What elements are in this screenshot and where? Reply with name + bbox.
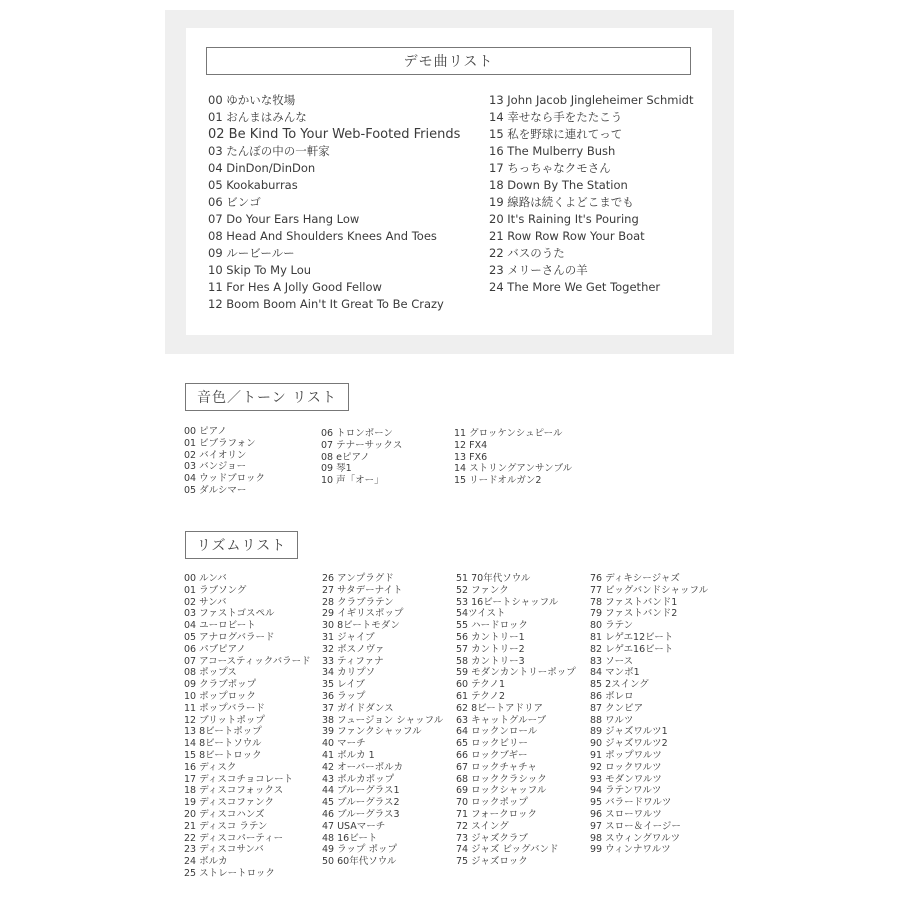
list-item: 92 ロックワルツ bbox=[590, 761, 662, 773]
list-item: 30 8ビートモダン bbox=[322, 620, 400, 632]
list-item: 19 線路は続くよどこまでも bbox=[489, 195, 634, 209]
list-item: 04 DinDon/DinDon bbox=[208, 161, 316, 175]
list-item: 42 オーバーボルカ bbox=[322, 761, 404, 773]
list-item: 13 8ビートポップ bbox=[184, 726, 262, 738]
list-item: 11 For Hes A Jolly Good Fellow bbox=[208, 280, 382, 294]
list-item: 59 モダンカントリーポップ bbox=[456, 667, 576, 679]
demo-card bbox=[186, 28, 712, 335]
list-item: 12 ブリットポップ bbox=[184, 714, 265, 726]
list-item: 34 カリプソ bbox=[322, 667, 376, 679]
demo-panel bbox=[165, 10, 734, 354]
list-item: 88 ワルツ bbox=[590, 714, 634, 726]
list-item: 15 私を野球に連れてって bbox=[489, 127, 623, 141]
list-item: 02 バイオリン bbox=[184, 449, 247, 461]
list-item: 90 ジャズワルツ2 bbox=[590, 738, 668, 750]
list-item: 95 バラードワルツ bbox=[590, 797, 672, 809]
list-item: 13 FX6 bbox=[454, 451, 488, 463]
list-item: 32 ボスノヴァ bbox=[322, 643, 385, 655]
list-item: 12 FX4 bbox=[454, 439, 488, 451]
list-item: 02 Be Kind To Your Web-Footed Friends bbox=[208, 127, 461, 142]
tone-list-title: 音色／トーン リスト bbox=[185, 383, 349, 411]
list-item: 23 メリーさんの羊 bbox=[489, 263, 588, 277]
list-item: 51 70年代ソウル bbox=[456, 573, 531, 584]
list-item: 93 モダンワルツ bbox=[590, 773, 662, 785]
list-item: 11 ポップバラード bbox=[184, 702, 265, 714]
list-item: 77 ビッグバンドシャッフル bbox=[590, 584, 709, 596]
list-item: 96 スローワルツ bbox=[590, 808, 662, 820]
list-item: 17 ディスコチョコレート bbox=[184, 773, 294, 785]
rhythm-list-col-1 bbox=[184, 573, 311, 880]
list-item: 76 ディキシージャズ bbox=[590, 573, 680, 584]
list-item: 18 ディスコフォックス bbox=[184, 785, 284, 797]
list-item: 04 ウッドブロック bbox=[184, 473, 265, 485]
list-item: 60 テクノ1 bbox=[456, 679, 506, 691]
list-item: 27 サタデーナイト bbox=[322, 584, 403, 596]
list-item: 79 ファストバンド2 bbox=[590, 608, 678, 620]
list-item: 78 ファストバンド1 bbox=[590, 596, 678, 608]
list-item: 29 イギリスポップ bbox=[322, 608, 404, 620]
list-item: 36 ラップ bbox=[322, 690, 366, 702]
list-item: 45 ブルーグラス2 bbox=[322, 797, 400, 809]
demo-list-right bbox=[489, 92, 693, 296]
list-item: 74 ジャズ ビッグバンド bbox=[456, 844, 559, 856]
list-item: 25 ストレートロック bbox=[184, 867, 275, 879]
rhythm-list-title: リズムリスト bbox=[185, 531, 298, 559]
list-item: 47 USAマーチ bbox=[322, 820, 386, 832]
list-item: 08 ポップス bbox=[184, 667, 237, 679]
list-item: 39 ファンクシャッフル bbox=[322, 726, 422, 738]
list-item: 07 アコースティックバラード bbox=[184, 655, 311, 667]
list-item: 85 2スイング bbox=[590, 679, 649, 691]
list-item: 26 アンプラグド bbox=[322, 573, 394, 584]
list-item: 08 Head And Shoulders Knees And Toes bbox=[208, 229, 437, 243]
list-item: 52 ファンク bbox=[456, 584, 509, 596]
list-item: 21 Row Row Row Your Boat bbox=[489, 229, 645, 243]
list-item: 83 ソース bbox=[590, 655, 634, 667]
list-item: 86 ボレロ bbox=[590, 690, 634, 702]
list-item: 44 ブルーグラス1 bbox=[322, 785, 400, 797]
list-item: 07 Do Your Ears Hang Low bbox=[208, 212, 360, 226]
list-item: 70 ロックポップ bbox=[456, 797, 528, 809]
tone-list-col-2 bbox=[321, 428, 402, 487]
list-item: 04 ユーロビート bbox=[184, 620, 256, 632]
tone-list-col-3 bbox=[454, 428, 572, 487]
list-item: 10 ポップロック bbox=[184, 690, 256, 702]
list-item: 91 ポップワルツ bbox=[590, 749, 662, 761]
list-item: 89 ジャズワルツ1 bbox=[590, 726, 668, 738]
list-item: 14 ストリングアンサンブル bbox=[454, 463, 573, 475]
list-item: 01 ビブラフォン bbox=[184, 437, 256, 449]
list-item: 66 ロックブギー bbox=[456, 749, 528, 761]
tone-list-col-1 bbox=[184, 426, 265, 497]
list-item: 17 ちっちゃなクモさん bbox=[489, 161, 611, 175]
list-item: 20 It's Raining It's Pouring bbox=[489, 212, 639, 226]
list-item: 18 Down By The Station bbox=[489, 178, 628, 192]
list-item: 05 アナログバラード bbox=[184, 631, 275, 643]
list-item: 61 テクノ2 bbox=[456, 690, 506, 702]
list-item: 11 グロッケンシュピール bbox=[454, 428, 563, 439]
list-item: 73 ジャズクラブ bbox=[456, 832, 528, 844]
list-item: 06 パブピアノ bbox=[184, 643, 246, 655]
list-item: 87 クンビア bbox=[590, 702, 644, 714]
list-item: 62 8ビートアドリア bbox=[456, 702, 543, 714]
list-item: 33 ティファナ bbox=[322, 655, 384, 667]
list-item: 81 レゲエ12ビート bbox=[590, 631, 674, 643]
list-item: 24 The More We Get Together bbox=[489, 280, 661, 294]
list-item: 05 Kookaburras bbox=[208, 178, 298, 192]
list-item: 28 クラブラテン bbox=[322, 596, 394, 608]
list-item: 21 ディスコ ラテン bbox=[184, 820, 268, 832]
rhythm-list-col-2 bbox=[322, 573, 443, 868]
list-item: 65 ロックビリー bbox=[456, 738, 528, 750]
list-item: 69 ロックシャッフル bbox=[456, 785, 547, 797]
list-item: 16 The Mulberry Bush bbox=[489, 144, 616, 158]
list-item: 19 ディスコファンク bbox=[184, 797, 274, 809]
list-item: 58 カントリー3 bbox=[456, 655, 525, 667]
list-item: 57 カントリー2 bbox=[456, 643, 525, 655]
list-item: 20 ディスコハンズ bbox=[184, 808, 265, 820]
list-item: 03 ファストゴスペル bbox=[184, 608, 275, 620]
list-item: 63 キャットグルーブ bbox=[456, 714, 547, 726]
list-item: 40 マーチ bbox=[322, 738, 366, 750]
list-item: 67 ロックチャチャ bbox=[456, 761, 537, 773]
list-item: 43 ボルカポップ bbox=[322, 773, 395, 785]
list-item: 41 ボルカ 1 bbox=[322, 749, 375, 761]
list-item: 06 ビンゴ bbox=[208, 195, 261, 209]
list-item: 07 テナーサックス bbox=[321, 439, 403, 451]
list-item: 97 スロー＆イージー bbox=[590, 820, 681, 832]
list-item: 02 サンバ bbox=[184, 596, 227, 608]
list-item: 38 フュージョン シャッフル bbox=[322, 714, 444, 726]
list-item: 82 レゲエ16ビート bbox=[590, 643, 674, 655]
list-item: 50 60年代ソウル bbox=[322, 856, 397, 868]
list-item: 56 カントリー1 bbox=[456, 631, 525, 643]
list-item: 09 琴1 bbox=[321, 463, 352, 475]
list-item: 75 ジャズロック bbox=[456, 856, 528, 868]
list-item: 99 ウィンナワルツ bbox=[590, 844, 671, 856]
rhythm-list-col-3 bbox=[456, 573, 576, 868]
list-item: 31 ジャイブ bbox=[322, 631, 375, 643]
list-item: 68 ロッククラシック bbox=[456, 773, 547, 785]
list-item: 00 ピアノ bbox=[184, 426, 227, 437]
list-item: 05 ダルシマー bbox=[184, 484, 247, 496]
list-item: 01 おんまはみんな bbox=[208, 110, 307, 124]
demo-list-left bbox=[208, 92, 460, 313]
list-item: 64 ロックンロール bbox=[456, 726, 538, 738]
list-item: 94 ラテンワルツ bbox=[590, 785, 662, 797]
list-item: 23 ディスコサンバ bbox=[184, 844, 264, 856]
list-item: 06 トロンボーン bbox=[321, 428, 393, 439]
list-item: 15 8ビートロック bbox=[184, 749, 262, 761]
list-item: 01 ラブソング bbox=[184, 584, 247, 596]
list-item: 22 バスのうた bbox=[489, 246, 565, 260]
list-item: 09 ルービールー bbox=[208, 246, 295, 260]
list-item: 10 Skip To My Lou bbox=[208, 263, 312, 277]
demo-list-title: デモ曲リスト bbox=[206, 47, 691, 75]
list-item: 12 Boom Boom Ain't It Great To Be Crazy bbox=[208, 297, 444, 311]
list-item: 35 レイブ bbox=[322, 679, 365, 691]
list-item: 98 スウィングワルツ bbox=[590, 832, 681, 844]
list-item: 72 スイング bbox=[456, 820, 509, 832]
list-item: 84 マンボ1 bbox=[590, 667, 640, 679]
list-item: 22 ディスコパーティー bbox=[184, 832, 284, 844]
list-item: 16 ディスク bbox=[184, 761, 237, 773]
list-item: 10 声「オー」 bbox=[321, 475, 384, 487]
list-item: 46 ブルーグラス3 bbox=[322, 808, 400, 820]
list-item: 09 クラブポップ bbox=[184, 679, 257, 691]
list-item: 00 ゆかいな牧場 bbox=[208, 93, 296, 107]
list-item: 14 8ビートソウル bbox=[184, 738, 262, 750]
list-item: 54ツイスト bbox=[456, 608, 506, 620]
rhythm-list-col-4 bbox=[590, 573, 708, 856]
list-item: 48 16ビート bbox=[322, 832, 378, 844]
list-item: 15 リードオルガン2 bbox=[454, 475, 542, 487]
list-item: 37 ガイドダンス bbox=[322, 702, 394, 714]
list-item: 03 バンジョー bbox=[184, 461, 247, 473]
list-item: 14 幸せなら手をたたこう bbox=[489, 110, 623, 124]
list-item: 53 16ビートシャッフル bbox=[456, 596, 559, 608]
list-item: 71 フォークロック bbox=[456, 808, 537, 820]
list-item: 03 たんぼの中の一軒家 bbox=[208, 144, 330, 158]
list-item: 00 ルンバ bbox=[184, 573, 227, 584]
list-item: 13 John Jacob Jingleheimer Schmidt bbox=[489, 93, 694, 107]
list-item: 80 ラテン bbox=[590, 620, 634, 632]
list-item: 49 ラップ ポップ bbox=[322, 844, 397, 856]
list-item: 24 ボルカ bbox=[184, 856, 228, 868]
list-item: 55 ハードロック bbox=[456, 620, 528, 632]
list-item: 08 eピアノ bbox=[321, 451, 370, 463]
